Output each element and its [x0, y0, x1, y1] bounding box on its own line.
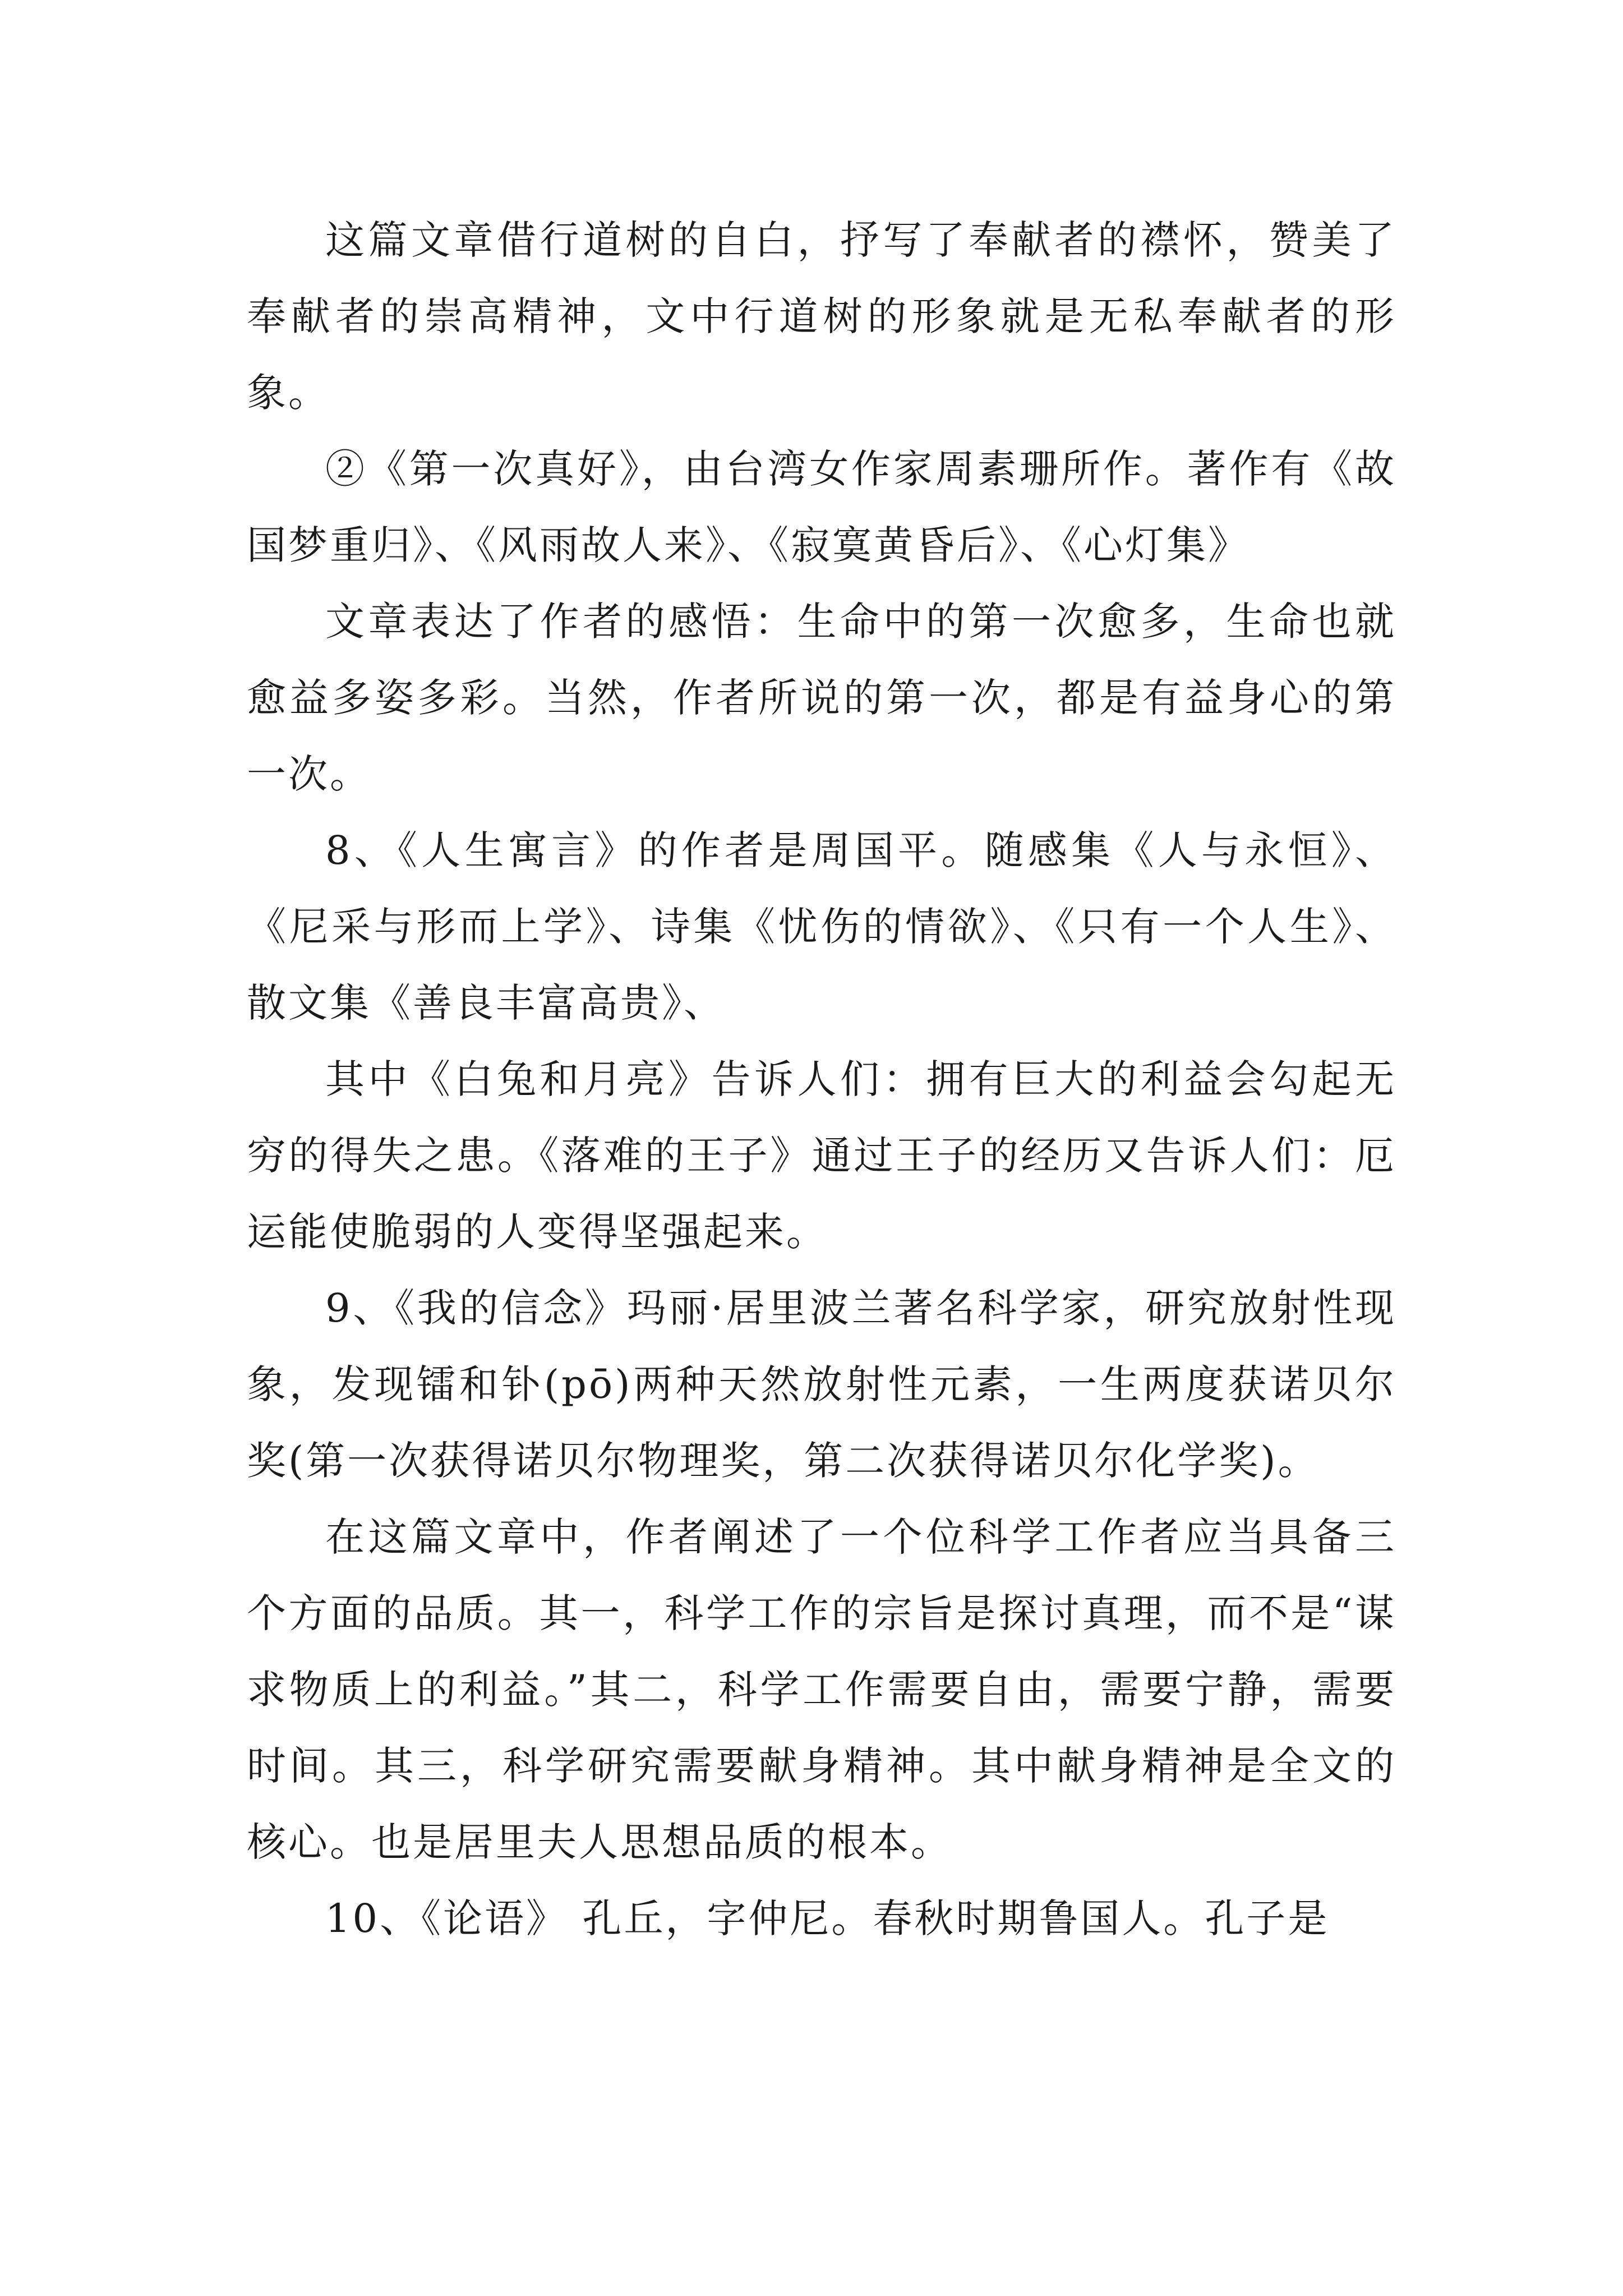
paragraph-analects-intro: 10、《论语》 孔丘，字仲尼。春秋时期鲁国人。孔子是 [325, 1895, 1330, 1941]
paragraph-life-fables-summary: 其中《白兔和月亮》告诉人们：拥有巨大的利益会勾起无穷的得失之患。《落难的王子》通过王子的经历又告诉人们：厄运能使脆弱的人变得坚强起来。 [247, 1056, 1396, 1255]
paragraph-my-belief-summary: 在这篇文章中，作者阐述了一个位科学工作者应当具备三个方面的品质。其一，科学工作的宗旨是探讨真理，而不是“谋求物质上的利益。”其二，科学工作需要自由，需要宁静，需要时间。其三，科学研究需要献身精神。其中献身精神是全文的核心。也是居里夫人思想品质的根本。 [247, 1514, 1396, 1865]
paragraph-tree-summary: 这篇文章借行道树的自白，抒写了奉献者的襟怀，赞美了奉献者的崇高精神，文中行道树的形象就是无私奉献者的形象。 [247, 217, 1396, 416]
paragraph-my-belief-author: 9、《我的信念》玛丽·居里波兰著名科学家，研究放射性现象，发现镭和钋(pō)两种天然放射性元素，一生两度获诺贝尔奖(第一次获得诺贝尔物理奖，第二次获得诺贝尔化学奖)。 [247, 1285, 1396, 1484]
paragraph-life-fables-author: 8、《人生寓言》的作者是周国平。随感集《人与永恒》、《尼采与形而上学》、诗集《忧伤的情欲》、《只有一个人生》、散文集《善良丰富高贵》、 [247, 827, 1396, 1026]
document-body [247, 202, 1396, 1957]
paragraph-first-time-author: ②《第一次真好》，由台湾女作家周素珊所作。著作有《故国梦重归》、《风雨故人来》、《寂寞黄昏后》、《心灯集》 [247, 446, 1396, 568]
paragraph-first-time-summary: 文章表达了作者的感悟：生命中的第一次愈多，生命也就愈益多姿多彩。当然，作者所说的第一次，都是有益身心的第一次。 [247, 599, 1396, 797]
